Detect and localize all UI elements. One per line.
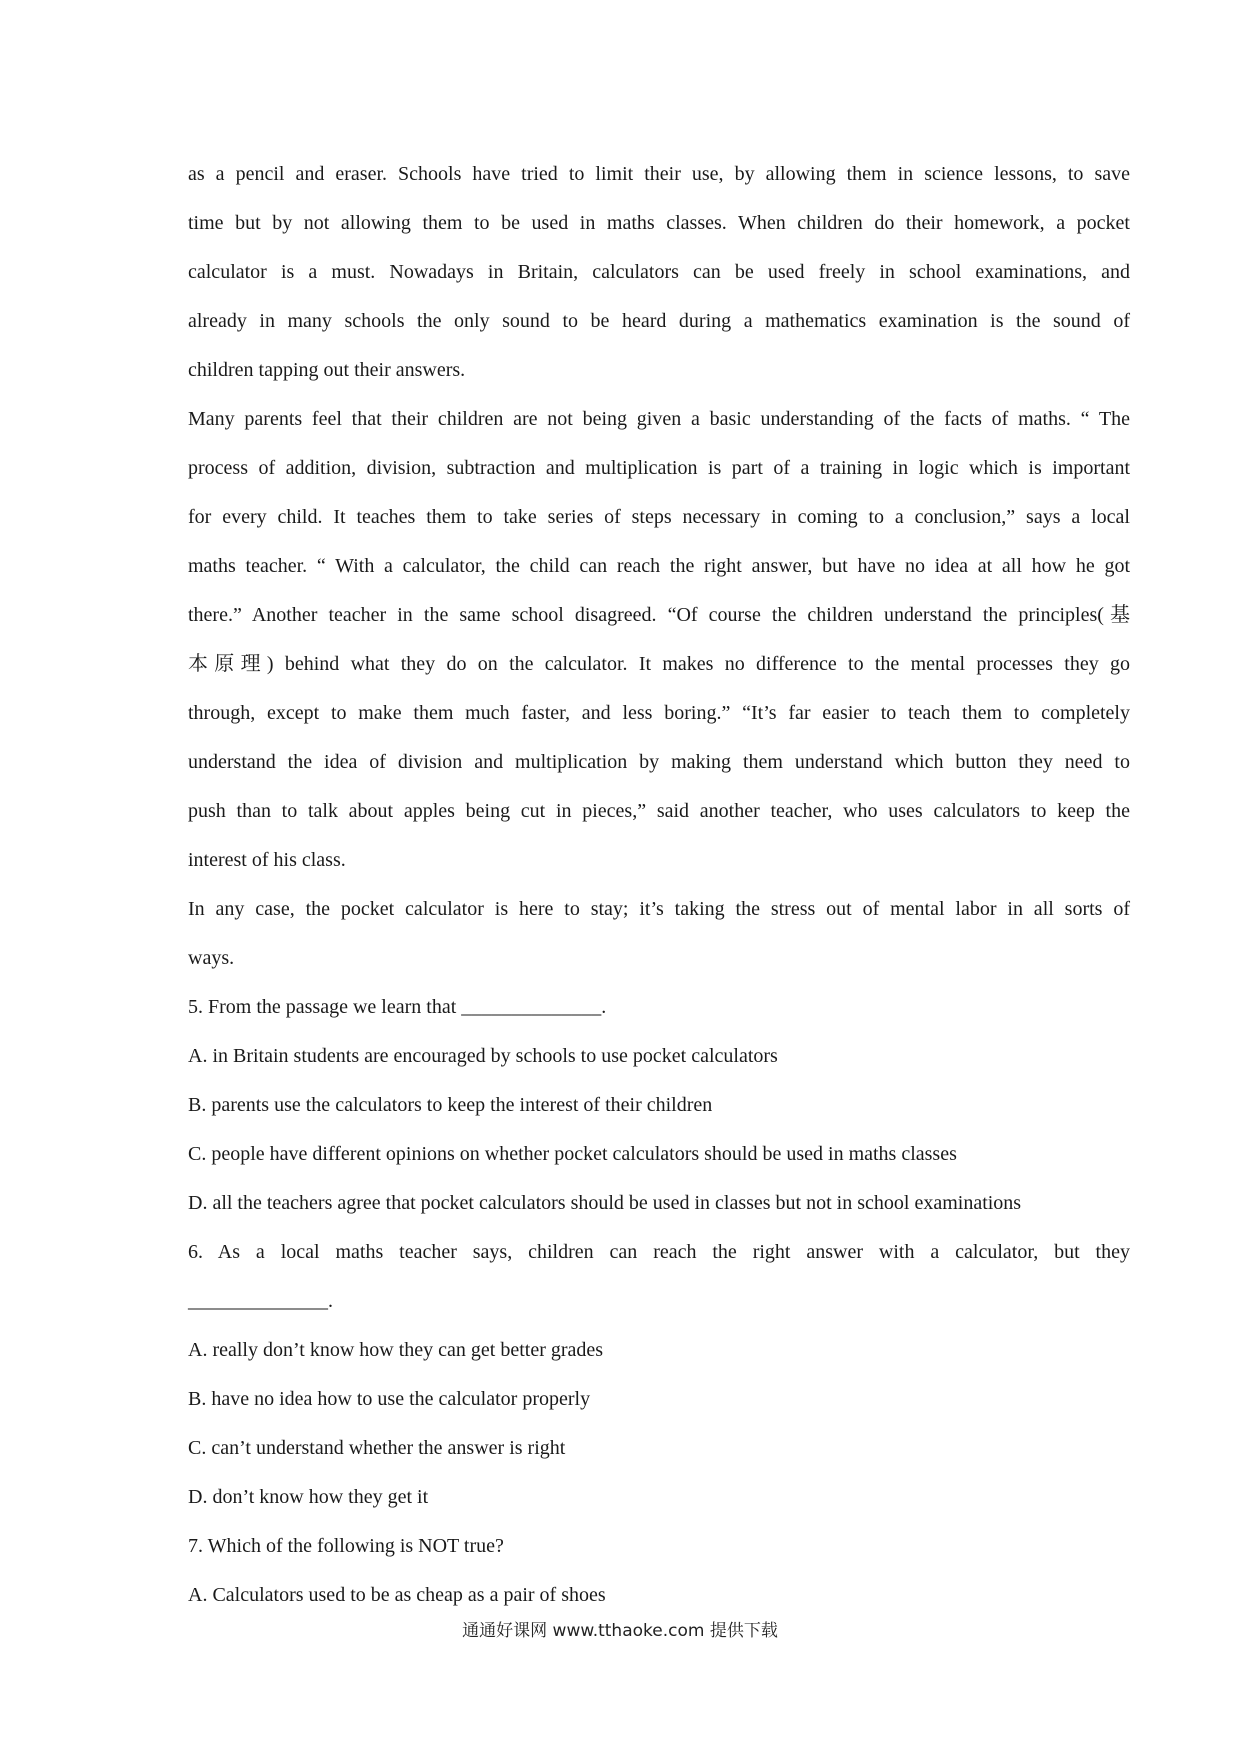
passage-line: there.” Another teacher in the same school disagreed. “Of course the children understand the principles(基 [188, 604, 1130, 626]
passage-line: as a pencil and eraser. Schools have tried to limit their use, by allowing them in science lessons, to save [188, 163, 1130, 185]
passage-line: interest of his class. [188, 849, 346, 871]
option-d: D. don’t know how they get it [188, 1486, 429, 1508]
document-body [188, 150, 1130, 1620]
question-5 [188, 983, 1130, 1228]
passage-line: 本原理) behind what they do on the calculator. It makes no difference to the mental processes they go [188, 653, 1130, 675]
option-a: A. in Britain students are encouraged by schools to use pocket calculators [188, 1045, 778, 1067]
passage-line: for every child. It teaches them to take series of steps necessary in coming to a conclusion,” says a local [188, 506, 1130, 528]
page-footer: 通通好课网 www.tthaoke.com 提供下载 [462, 1621, 778, 1641]
question-7 [188, 1522, 1130, 1620]
passage-line: children tapping out their answers. [188, 359, 466, 381]
passage-line: Many parents feel that their children are not being given a basic understanding of the facts of maths. “ The [188, 408, 1130, 430]
passage-line: calculator is a must. Nowadays in Britain, calculators can be used freely in school examinations, and [188, 261, 1130, 283]
passage-line: maths teacher. “ With a calculator, the child can reach the right answer, but have no idea at all how he got [188, 555, 1130, 577]
passage [188, 150, 1130, 983]
passage-line: through, except to make them much faster, and less boring.” “It’s far easier to teach them to completely [188, 702, 1130, 724]
question-stem-blank: ______________. [188, 1290, 333, 1312]
option-b: B. have no idea how to use the calculator properly [188, 1388, 591, 1410]
passage-line: time but by not allowing them to be used in maths classes. When children do their homework, a pocket [188, 212, 1130, 234]
option-c: C. can’t understand whether the answer is right [188, 1437, 566, 1459]
option-c: C. people have different opinions on whether pocket calculators should be used in maths classes [188, 1143, 957, 1165]
question-stem: 5. From the passage we learn that ______________. [188, 996, 607, 1018]
option-a: A. really don’t know how they can get better grades [188, 1339, 604, 1361]
question-6 [188, 1228, 1130, 1522]
question-stem: 6. As a local maths teacher says, children can reach the right answer with a calculator, but they [188, 1241, 1130, 1263]
passage-line: process of addition, division, subtraction and multiplication is part of a training in logic which is important [188, 457, 1130, 479]
option-a: A. Calculators used to be as cheap as a pair of shoes [188, 1584, 606, 1606]
question-stem: 7. Which of the following is NOT true? [188, 1535, 504, 1557]
option-d: D. all the teachers agree that pocket calculators should be used in classes but not in school examinations [188, 1192, 1022, 1214]
passage-line: push than to talk about apples being cut in pieces,” said another teacher, who uses calculators to keep the [188, 800, 1130, 822]
option-b: B. parents use the calculators to keep the interest of their children [188, 1094, 713, 1116]
passage-line: understand the idea of division and multiplication by making them understand which button they need to [188, 751, 1130, 773]
passage-line: already in many schools the only sound to be heard during a mathematics examination is the sound of [188, 310, 1130, 332]
passage-line: In any case, the pocket calculator is here to stay; it’s taking the stress out of mental labor in all sorts of [188, 898, 1130, 920]
passage-line: ways. [188, 947, 235, 969]
